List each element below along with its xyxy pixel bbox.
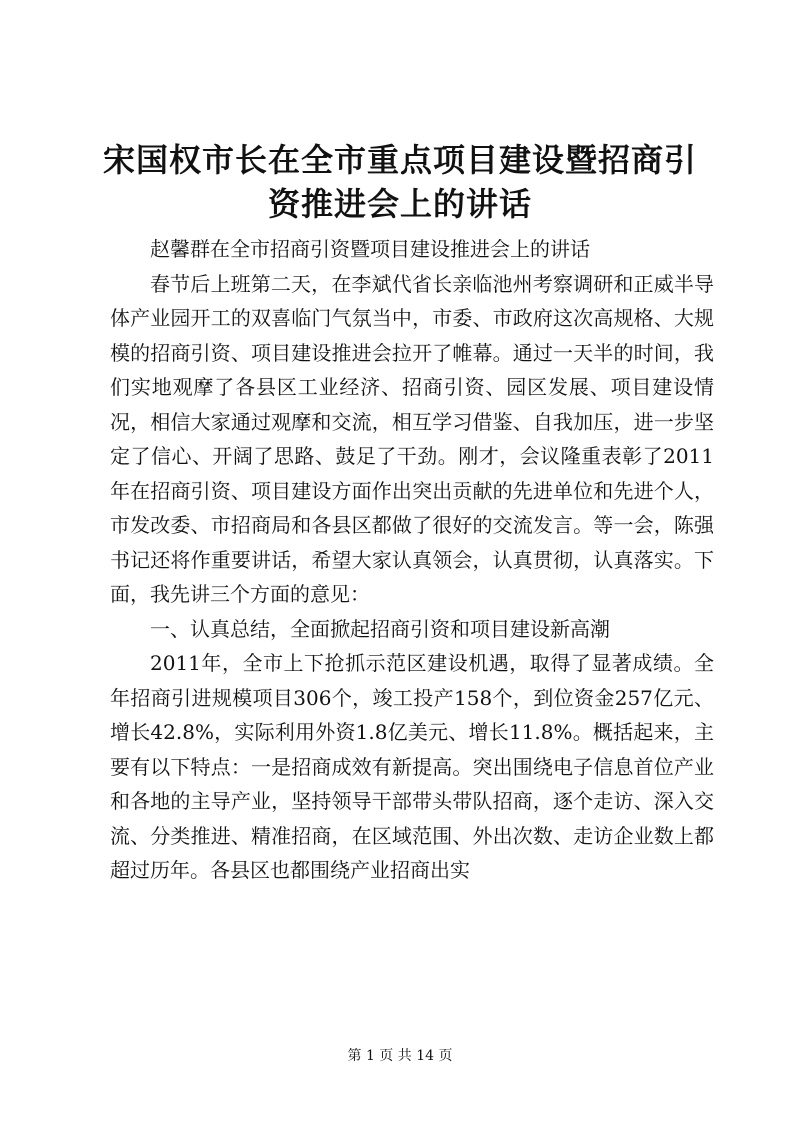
document-title: 宋国权市长在全市重点项目建设暨招商引资推进会上的讲话 (102, 141, 697, 223)
section-heading: 一、认真总结，全面掀起招商引资和项目建设新高潮 (150, 616, 610, 641)
document-body (110, 232, 714, 888)
body-paragraph: 春节后上班第二天，在李斌代省长亲临池州考察调研和正威半导体产业园开工的双喜临门气氛当中，市委、市政府这次高规格、大规模的招商引资、项目建设推进会拉开了帷幕。通过一天半的时间，我们实地观摩了各县区工业经济、招商引资、园区发展、项目建设情况，相信大家通过观摩和交流，相互学习借鉴、自我加压，进一步坚定了信心、开阔了思路、鼓足了干劲。刚才，会议隆重表彰了2011年在招商引资、项目建设方面作出突出贡献的先进单位和先进个人，市发改委、市招商局和各县区都做了很好的交流发言。等一会，陈强书记还将作重要讲话，希望大家认真领会，认真贯彻，认真落实。下面，我先讲三个方面的意见： (110, 271, 714, 606)
body-paragraph: 2011年，全市上下抢抓示范区建设机遇，取得了显著成绩。全年招商引进规模项目306个，竣工投产158个，到位资金257亿元、增长42.8%，实际利用外资1.8亿美元、增长11.8%。概括起来，主要有以下特点：一是招商成效有新提高。突出围绕电子信息首位产业和各地的主导产业，坚持领导干部带头带队招商，逐个走访、深入交流、分类推进、精准招商，在区域范围、外出次数、走访企业数上都超过历年。各县区也都围绕产业招商出实 (110, 651, 714, 882)
page-number: 第 1 页 共 14 页 (347, 1048, 453, 1064)
document-subtitle: 赵馨群在全市招商引资暨项目建设推进会上的讲话 (150, 237, 590, 261)
